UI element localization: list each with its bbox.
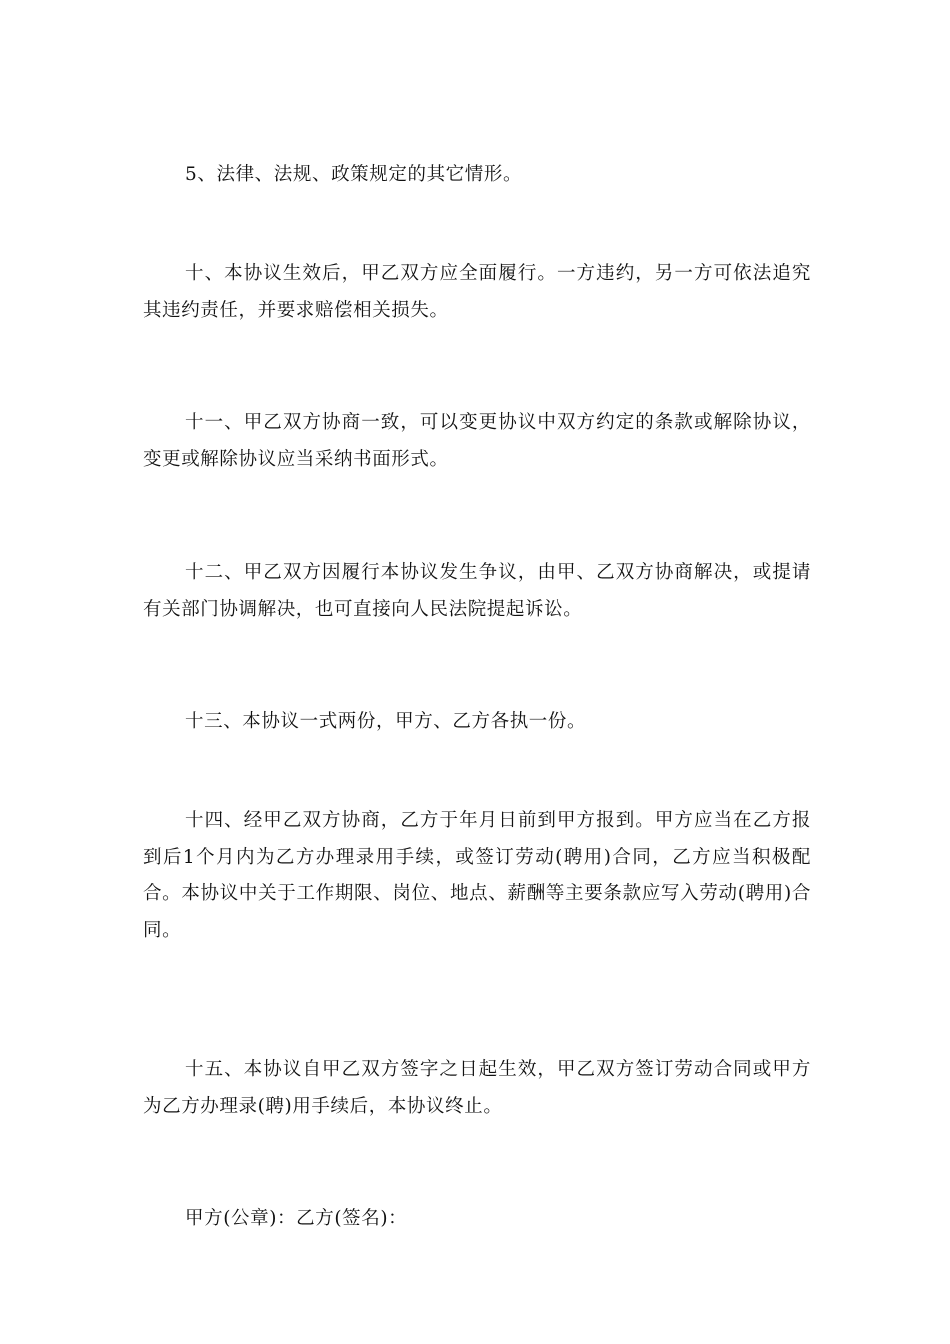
paragraph-clause-14: 十四、经甲乙双方协商，乙方于年月日前到甲方报到。甲方应当在乙方报到后1个月内为乙方办理录用手续，或签订劳动(聘用)合同，乙方应当积极配合。本协议中关于工作期限、岗位、地点、薪酬等主要条款应写入劳动(聘用)合同。 (143, 810, 811, 941)
paragraph-clause-9-item-5: 5、法律、法规、政策规定的其它情形。 (185, 164, 523, 185)
paragraph-clause-13: 十三、本协议一式两份，甲方、乙方各执一份。 (185, 711, 587, 732)
signature-line: 甲方(公章)：乙方(签名)： (185, 1208, 408, 1229)
paragraph-clause-10: 十、本协议生效后，甲乙双方应全面履行。一方违约，另一方可依法追究其违约责任，并要求赔偿相关损失。 (143, 263, 811, 321)
paragraph-clause-15: 十五、本协议自甲乙双方签字之日起生效，甲乙双方签订劳动合同或甲方为乙方办理录(聘)用手续后，本协议终止。 (143, 1059, 811, 1117)
paragraph-clause-12: 十二、甲乙双方因履行本协议发生争议，由甲、乙双方协商解决，或提请有关部门协调解决，也可直接向人民法院提起诉讼。 (143, 562, 811, 620)
paragraph-clause-11: 十一、甲乙双方协商一致，可以变更协议中双方约定的条款或解除协议，变更或解除协议应当采纳书面形式。 (143, 412, 811, 470)
